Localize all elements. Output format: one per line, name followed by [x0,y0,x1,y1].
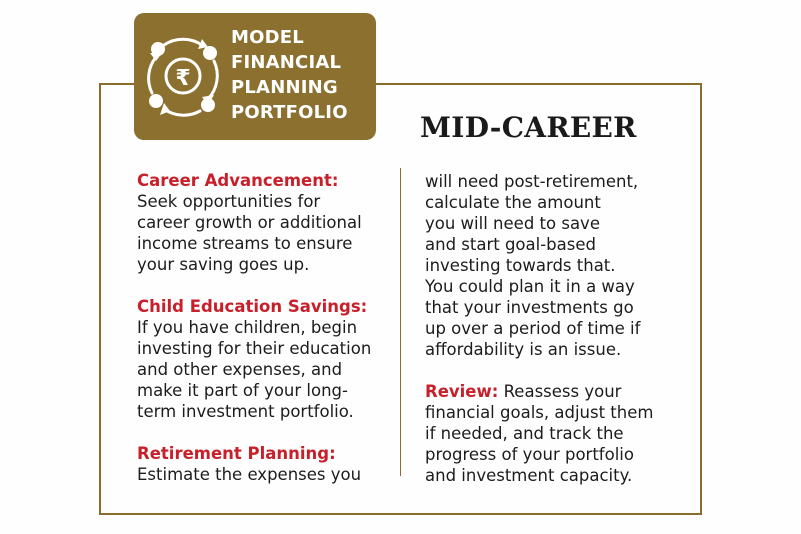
body-line: financial goals, adjust them [425,403,654,422]
body-line: career growth or additional [137,213,362,232]
body-line: investing for their education [137,339,372,358]
body-line: you will need to save [425,214,600,233]
right-column [425,171,687,507]
review-first-line [425,381,687,402]
left-column [137,170,399,506]
body-line: If you have children, begin [137,318,358,337]
body-line: investing towards that. [425,256,616,275]
body-line: calculate the amount [425,193,601,212]
body-line: if needed, and track the [425,424,624,443]
body-line: that your investments go [425,298,634,317]
body-line: Estimate the expenses you [137,465,362,484]
body-line: and start goal-based [425,235,596,254]
badge-title-line: MODEL [231,27,304,48]
column-divider [400,168,401,476]
body-line: up over a period of time if [425,319,641,338]
section-heading: Retirement Planning: [137,444,336,463]
section-heading: Review: [425,382,499,401]
body-text: Reassess your [498,382,622,401]
body-line: You could plan it in a way [425,277,635,296]
body-line: income streams to ensure [137,234,353,253]
body-line: term investment portfolio. [137,402,354,421]
body-line: affordability is an issue. [425,340,622,359]
badge-title-line: PORTFOLIO [231,102,348,123]
section-heading: Child Education Savings: [137,297,368,316]
body-line: make it part of your long- [137,381,348,400]
body-line: Seek opportunities for [137,192,321,211]
badge-title [231,25,348,125]
body-line: will need post-retirement, [425,172,639,191]
body-line: progress of your portfolio [425,445,634,464]
badge-title-line: PLANNING [231,77,338,98]
title-badge [134,13,376,140]
body-line: and investment capacity. [425,466,633,485]
rupee-cycle-icon [142,31,224,119]
career-advancement-section [137,170,399,275]
body-line: and other expenses, and [137,360,343,379]
retirement-continued-section [425,171,687,360]
section-title: MID-CAREER [420,111,637,144]
retirement-planning-section [137,443,399,485]
badge-title-line: FINANCIAL [231,52,342,73]
svg-text:₹: ₹ [175,66,191,91]
review-section [425,381,687,486]
child-education-section [137,296,399,422]
body-line: your saving goes up. [137,255,310,274]
section-heading: Career Advancement: [137,171,339,190]
